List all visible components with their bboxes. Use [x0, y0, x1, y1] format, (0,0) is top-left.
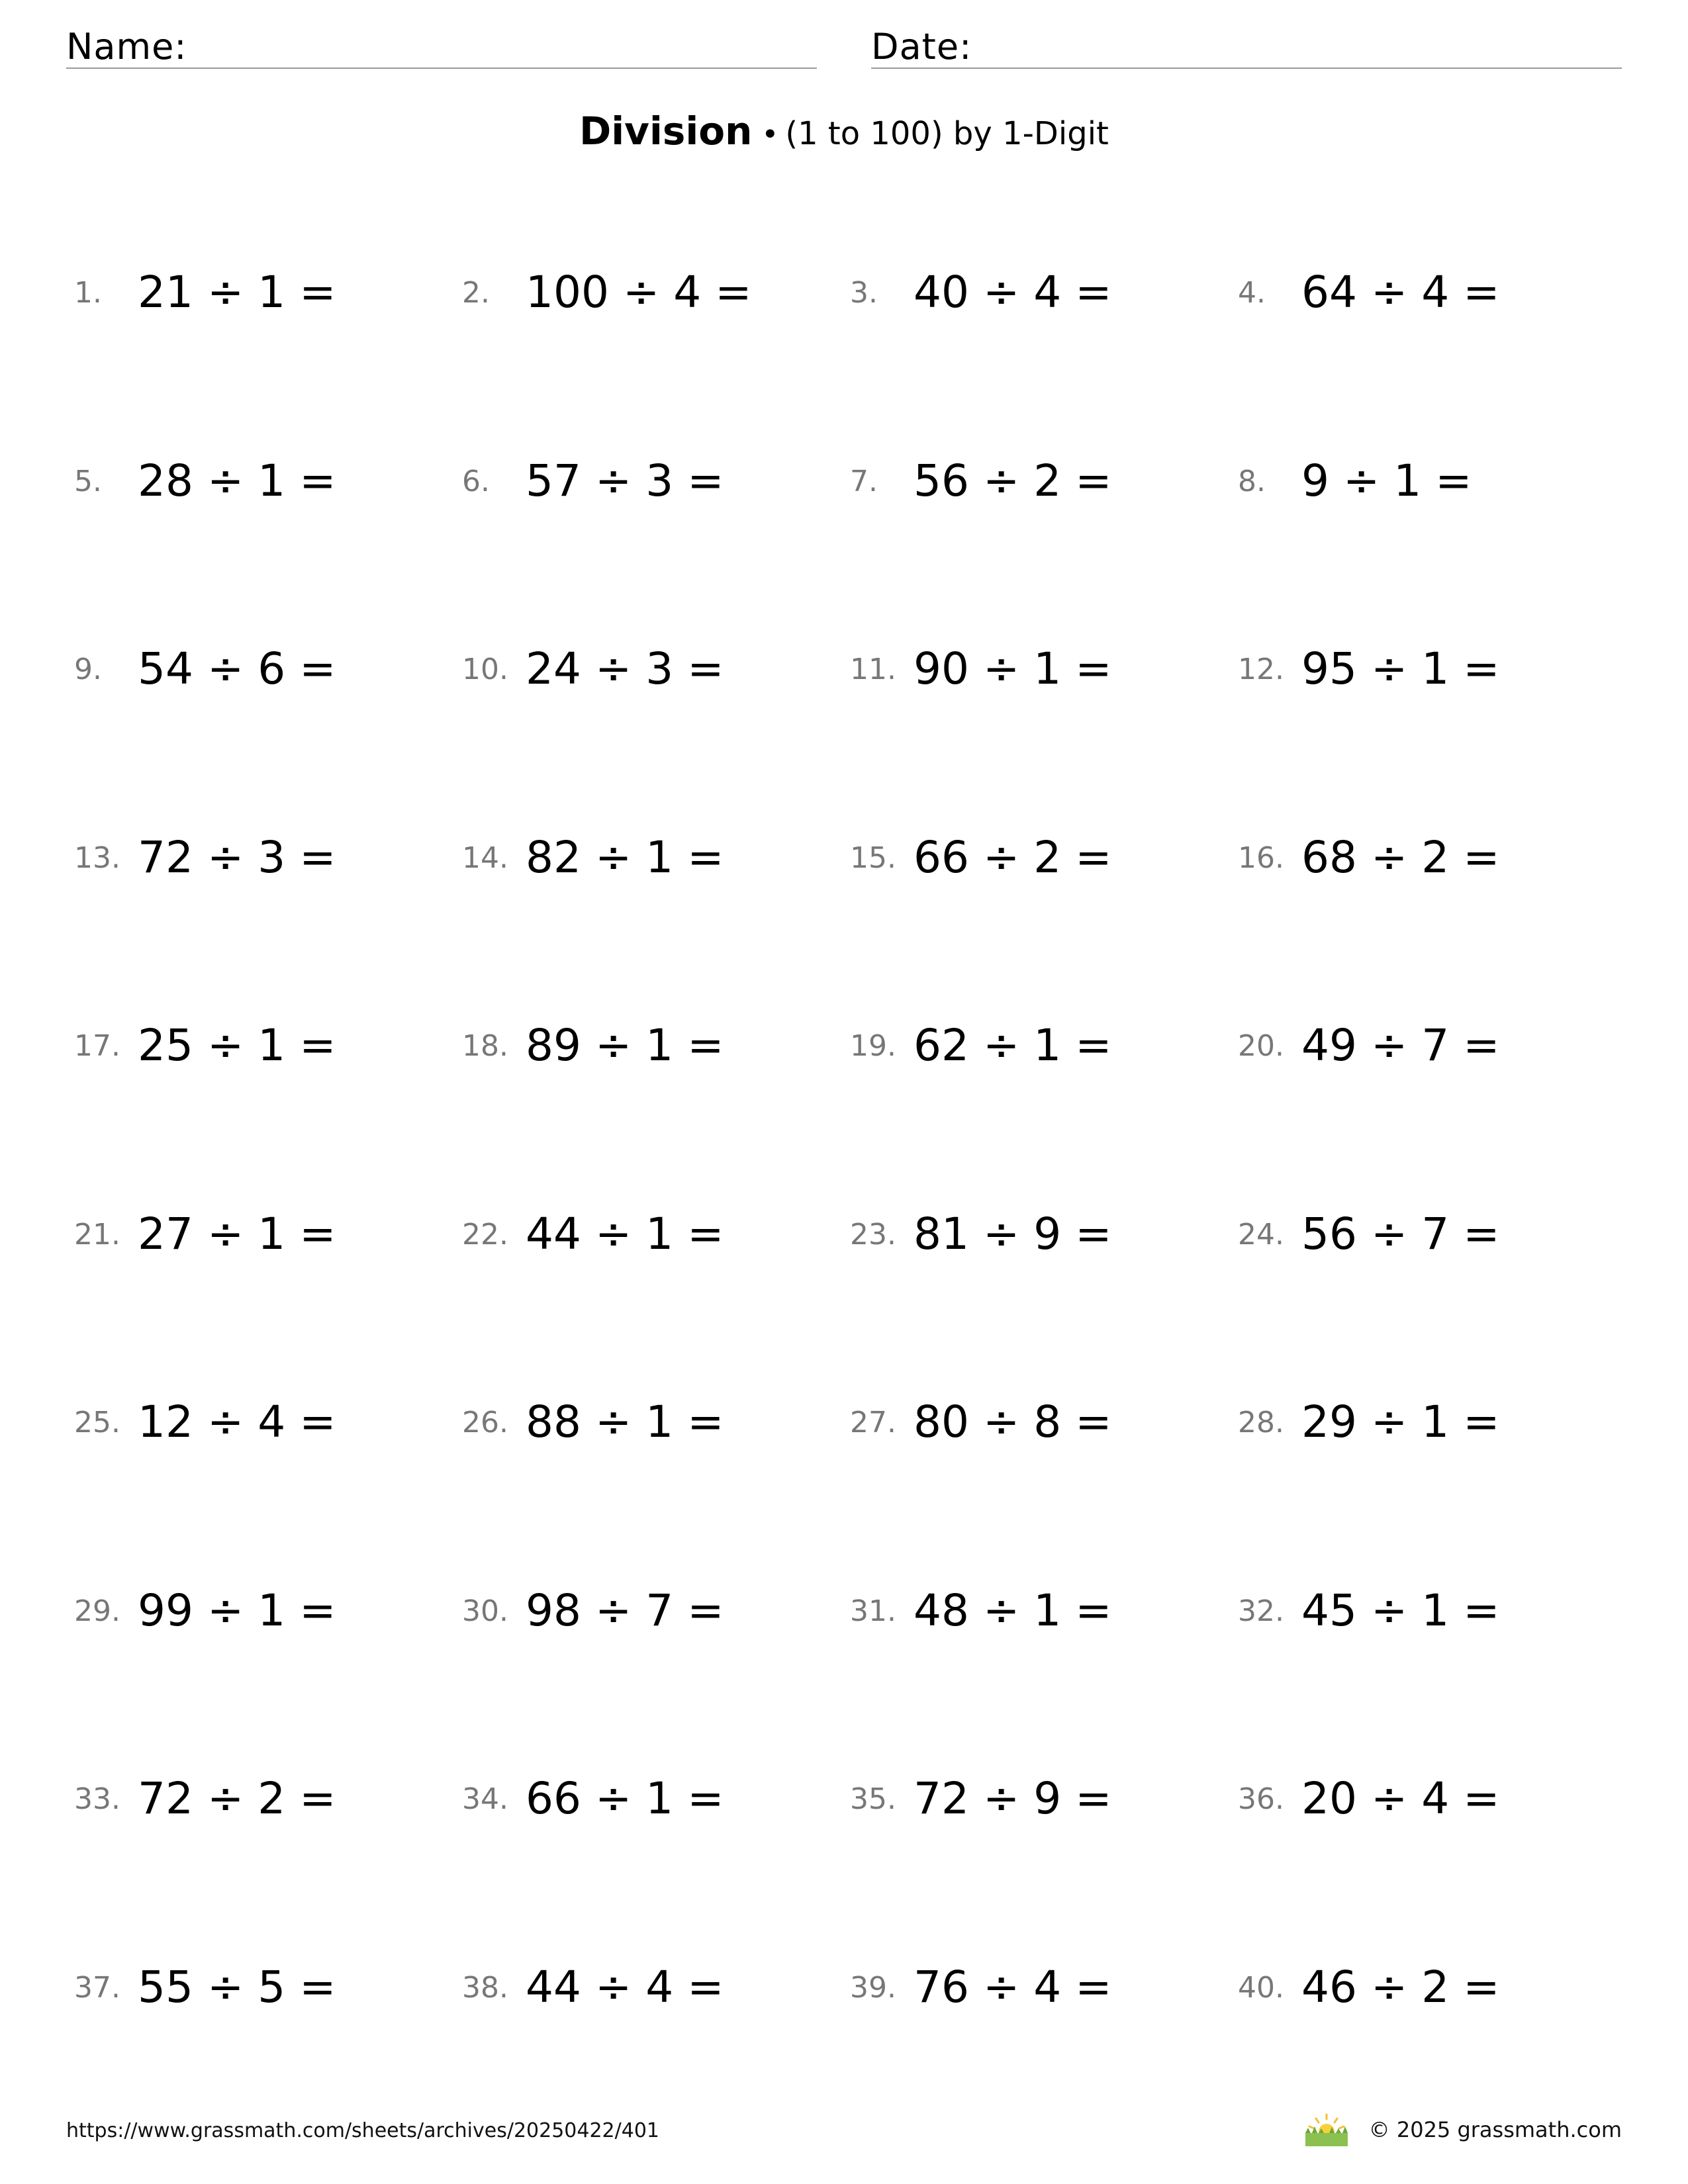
problem-number: 33. [74, 1782, 120, 1816]
problem-expression: 100 ÷ 4 = [526, 267, 752, 318]
problem-item [1238, 825, 1609, 891]
problem-item [1238, 636, 1609, 702]
problem-expression: 56 ÷ 2 = [914, 455, 1112, 506]
problem-number: 1. [74, 276, 102, 310]
problem-number: 21. [74, 1218, 120, 1251]
problem-number: 36. [1238, 1782, 1284, 1816]
problem-expression: 40 ÷ 4 = [914, 267, 1112, 318]
problem-expression: 72 ÷ 2 = [138, 1773, 336, 1824]
problem-expression: 28 ÷ 1 = [138, 455, 336, 506]
problem-item [462, 1578, 833, 1644]
problem-number: 8. [1238, 465, 1266, 498]
problem-expression: 20 ÷ 4 = [1301, 1773, 1500, 1824]
problem-number: 29. [74, 1594, 120, 1628]
problem-number: 18. [462, 1029, 508, 1063]
problem-expression: 44 ÷ 1 = [526, 1208, 724, 1259]
problem-item [74, 1389, 445, 1455]
problem-expression: 45 ÷ 1 = [1301, 1585, 1500, 1636]
problem-item [74, 1766, 445, 1832]
problem-item [462, 1201, 833, 1267]
problem-number: 10. [462, 653, 508, 686]
problem-number: 28. [1238, 1406, 1284, 1439]
problem-expression: 55 ÷ 5 = [138, 1962, 336, 2013]
problem-number: 15. [850, 841, 896, 875]
problem-number: 4. [1238, 276, 1266, 310]
problem-item [1238, 1389, 1609, 1455]
problem-number: 35. [850, 1782, 896, 1816]
problem-item [1238, 1766, 1609, 1832]
problem-item [850, 1954, 1221, 2021]
grass-sun-logo-icon [1303, 2112, 1350, 2148]
problem-item [1238, 1578, 1609, 1644]
footer-branding [1303, 2110, 1622, 2150]
problem-number: 31. [850, 1594, 896, 1628]
problem-expression: 48 ÷ 1 = [914, 1585, 1112, 1636]
problem-expression: 81 ÷ 9 = [914, 1208, 1112, 1259]
problem-item [462, 1954, 833, 2021]
problem-item [1238, 1954, 1609, 2021]
name-label: Name: [66, 26, 187, 68]
problem-item [462, 259, 833, 326]
problem-item [850, 636, 1221, 702]
problem-expression: 76 ÷ 4 = [914, 1962, 1112, 2013]
problem-item [74, 825, 445, 891]
problem-expression: 89 ÷ 1 = [526, 1020, 724, 1071]
problem-number: 40. [1238, 1971, 1284, 2005]
problem-expression: 95 ÷ 1 = [1301, 643, 1500, 694]
problem-expression: 99 ÷ 1 = [138, 1585, 336, 1636]
problem-expression: 90 ÷ 1 = [914, 643, 1112, 694]
problem-expression: 68 ÷ 2 = [1301, 832, 1500, 883]
problem-item [74, 448, 445, 514]
problem-number: 37. [74, 1971, 120, 2005]
title-subtitle: (1 to 100) by 1-Digit [785, 115, 1109, 152]
problem-number: 19. [850, 1029, 896, 1063]
problem-expression: 56 ÷ 7 = [1301, 1208, 1500, 1259]
problem-expression: 44 ÷ 4 = [526, 1962, 724, 2013]
problem-number: 38. [462, 1971, 508, 2005]
copyright-text: © 2025 grassmath.com [1368, 2117, 1622, 2142]
problem-number: 14. [462, 841, 508, 875]
title-bullet: • [761, 118, 779, 152]
problem-item [74, 1201, 445, 1267]
problem-expression: 9 ÷ 1 = [1301, 455, 1472, 506]
problem-number: 20. [1238, 1029, 1284, 1063]
problem-number: 24. [1238, 1218, 1284, 1251]
problem-item [850, 448, 1221, 514]
title-main: Division [579, 109, 753, 154]
problem-number: 7. [850, 465, 878, 498]
problem-number: 26. [462, 1406, 508, 1439]
problem-item [850, 1389, 1221, 1455]
problem-expression: 29 ÷ 1 = [1301, 1396, 1500, 1447]
problem-number: 9. [74, 653, 102, 686]
problem-item [850, 1578, 1221, 1644]
problem-item [74, 1578, 445, 1644]
problem-item [74, 259, 445, 326]
problem-number: 2. [462, 276, 490, 310]
problem-item [850, 1201, 1221, 1267]
problem-number: 16. [1238, 841, 1284, 875]
problem-item [850, 259, 1221, 326]
problem-expression: 66 ÷ 2 = [914, 832, 1112, 883]
problem-number: 34. [462, 1782, 508, 1816]
problem-item [74, 636, 445, 702]
problem-expression: 80 ÷ 8 = [914, 1396, 1112, 1447]
problem-number: 22. [462, 1218, 508, 1251]
problem-expression: 12 ÷ 4 = [138, 1396, 336, 1447]
problem-expression: 24 ÷ 3 = [526, 643, 724, 694]
problem-expression: 54 ÷ 6 = [138, 643, 336, 694]
problem-item [462, 1766, 833, 1832]
problem-item [462, 1013, 833, 1079]
problem-number: 23. [850, 1218, 896, 1251]
problem-item [1238, 448, 1609, 514]
problem-expression: 98 ÷ 7 = [526, 1585, 724, 1636]
problem-expression: 49 ÷ 7 = [1301, 1020, 1500, 1071]
problem-item [1238, 1201, 1609, 1267]
problem-item [74, 1013, 445, 1079]
footer-url: https://www.grassmath.com/sheets/archives/20250422/401 [66, 2119, 660, 2142]
problem-expression: 88 ÷ 1 = [526, 1396, 724, 1447]
problem-number: 6. [462, 465, 490, 498]
problem-expression: 62 ÷ 1 = [914, 1020, 1112, 1071]
problem-number: 39. [850, 1971, 896, 2005]
problem-expression: 27 ÷ 1 = [138, 1208, 336, 1259]
problem-number: 25. [74, 1406, 120, 1439]
problem-expression: 46 ÷ 2 = [1301, 1962, 1500, 2013]
problem-number: 5. [74, 465, 102, 498]
problem-item [462, 825, 833, 891]
problem-expression: 57 ÷ 3 = [526, 455, 724, 506]
problem-number: 3. [850, 276, 878, 310]
problem-number: 12. [1238, 653, 1284, 686]
name-field[interactable] [66, 25, 817, 69]
problem-number: 17. [74, 1029, 120, 1063]
problem-expression: 66 ÷ 1 = [526, 1773, 724, 1824]
problem-item [462, 636, 833, 702]
problem-item [1238, 1013, 1609, 1079]
problem-item [850, 825, 1221, 891]
problem-expression: 64 ÷ 4 = [1301, 267, 1500, 318]
problem-number: 32. [1238, 1594, 1284, 1628]
problem-number: 27. [850, 1406, 896, 1439]
problem-expression: 72 ÷ 3 = [138, 832, 336, 883]
problem-item [850, 1013, 1221, 1079]
problem-number: 11. [850, 653, 896, 686]
problem-expression: 21 ÷ 1 = [138, 267, 336, 318]
date-field[interactable] [871, 25, 1622, 69]
problem-item [850, 1766, 1221, 1832]
problem-number: 13. [74, 841, 120, 875]
problem-expression: 72 ÷ 9 = [914, 1773, 1112, 1824]
problem-item [74, 1954, 445, 2021]
problem-item [462, 1389, 833, 1455]
worksheet-title [0, 105, 1688, 167]
problem-number: 30. [462, 1594, 508, 1628]
date-label: Date: [871, 26, 972, 68]
problem-item [462, 448, 833, 514]
problem-item [1238, 259, 1609, 326]
problem-expression: 82 ÷ 1 = [526, 832, 724, 883]
problem-expression: 25 ÷ 1 = [138, 1020, 336, 1071]
